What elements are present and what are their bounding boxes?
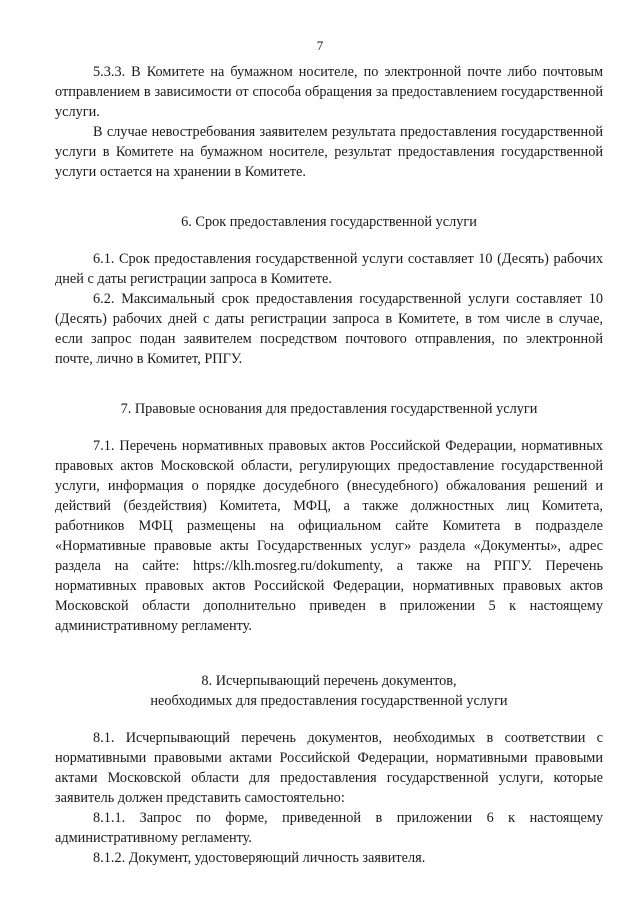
spacer xyxy=(55,636,603,671)
section-heading-7: 7. Правовые основания для предоставления государственной услуги xyxy=(120,401,538,417)
section-heading-6: 6. Срок предоставления государственной услуги xyxy=(181,214,477,230)
paragraph-8-1-1: 8.1.1. Запрос по форме, приведенной в приложении 6 к настоящему административному регламенту. xyxy=(55,810,603,846)
paragraph-8-1: 8.1. Исчерпывающий перечень документов, необходимых в соответствии с нормативными правовыми актами Российской Федерации, нормативными правовыми актами Московской области для предоставления государственной услуги, которые заявитель должен представить самостоятельно: xyxy=(55,730,603,806)
paragraph-5-3-3: 5.3.3. В Комитете на бумажном носителе, по электронной почте либо почтовым отправлением в зависимости от способа обращения за предоставлением государственной услуги. xyxy=(55,64,603,120)
spacer xyxy=(55,369,603,399)
page-number: 7 xyxy=(316,38,324,53)
paragraph-7-1: 7.1. Перечень нормативных правовых актов Российской Федерации, нормативных правовых актов Московской области, регулирующих предоставление государственной услуги, информация о порядке досудебного (внесудебного) обжалования решений и действий (бездействия) Комитета, МФЦ, а также должностных лиц Комитета, работников МФЦ размещены на официальном сайте Комитета в подразделе «Нормативные правовые акты Государственных услуг» раздела «Документы», адрес раздела на сайте: https://klh.mosreg.ru/dokumenty, а также на РПГУ. Перечень нормативных правовых актов Российской Федерации, нормативных правовых актов Московской области дополнительно приведен в приложении 5 к настоящему административному регламенту. xyxy=(55,438,603,634)
spacer xyxy=(55,232,603,249)
paragraph-6-1: 6.1. Срок предоставления государственной услуги составляет 10 (Десять) рабочих дней с даты регистрации запроса в Комитете. xyxy=(55,251,603,287)
spacer xyxy=(55,182,603,212)
paragraph-8-1-2: 8.1.2. Документ, удостоверяющий личность заявителя. xyxy=(93,850,426,866)
spacer xyxy=(55,711,603,728)
section-heading-8-line-1: 8. Исчерпывающий перечень документов, xyxy=(201,673,457,689)
spacer xyxy=(55,419,603,436)
document-body xyxy=(55,62,603,868)
section-heading-8-line-2: необходимых для предоставления государственной услуги xyxy=(150,693,508,709)
paragraph-6-2: 6.2. Максимальный срок предоставления государственной услуги составляет 10 (Десять) рабочих дней с даты регистрации запроса в Комитете, в том числе в случае, если запрос подан заявителем посредством почтового отправления, по электронной почте, лично в Комитет, РПГУ. xyxy=(55,291,603,367)
paragraph-unclaimed-result: В случае невостребования заявителем результата предоставления государственной услуги в Комитете на бумажном носителе, результат предоставления государственной услуги остается на хранении в Комитете. xyxy=(55,124,603,180)
